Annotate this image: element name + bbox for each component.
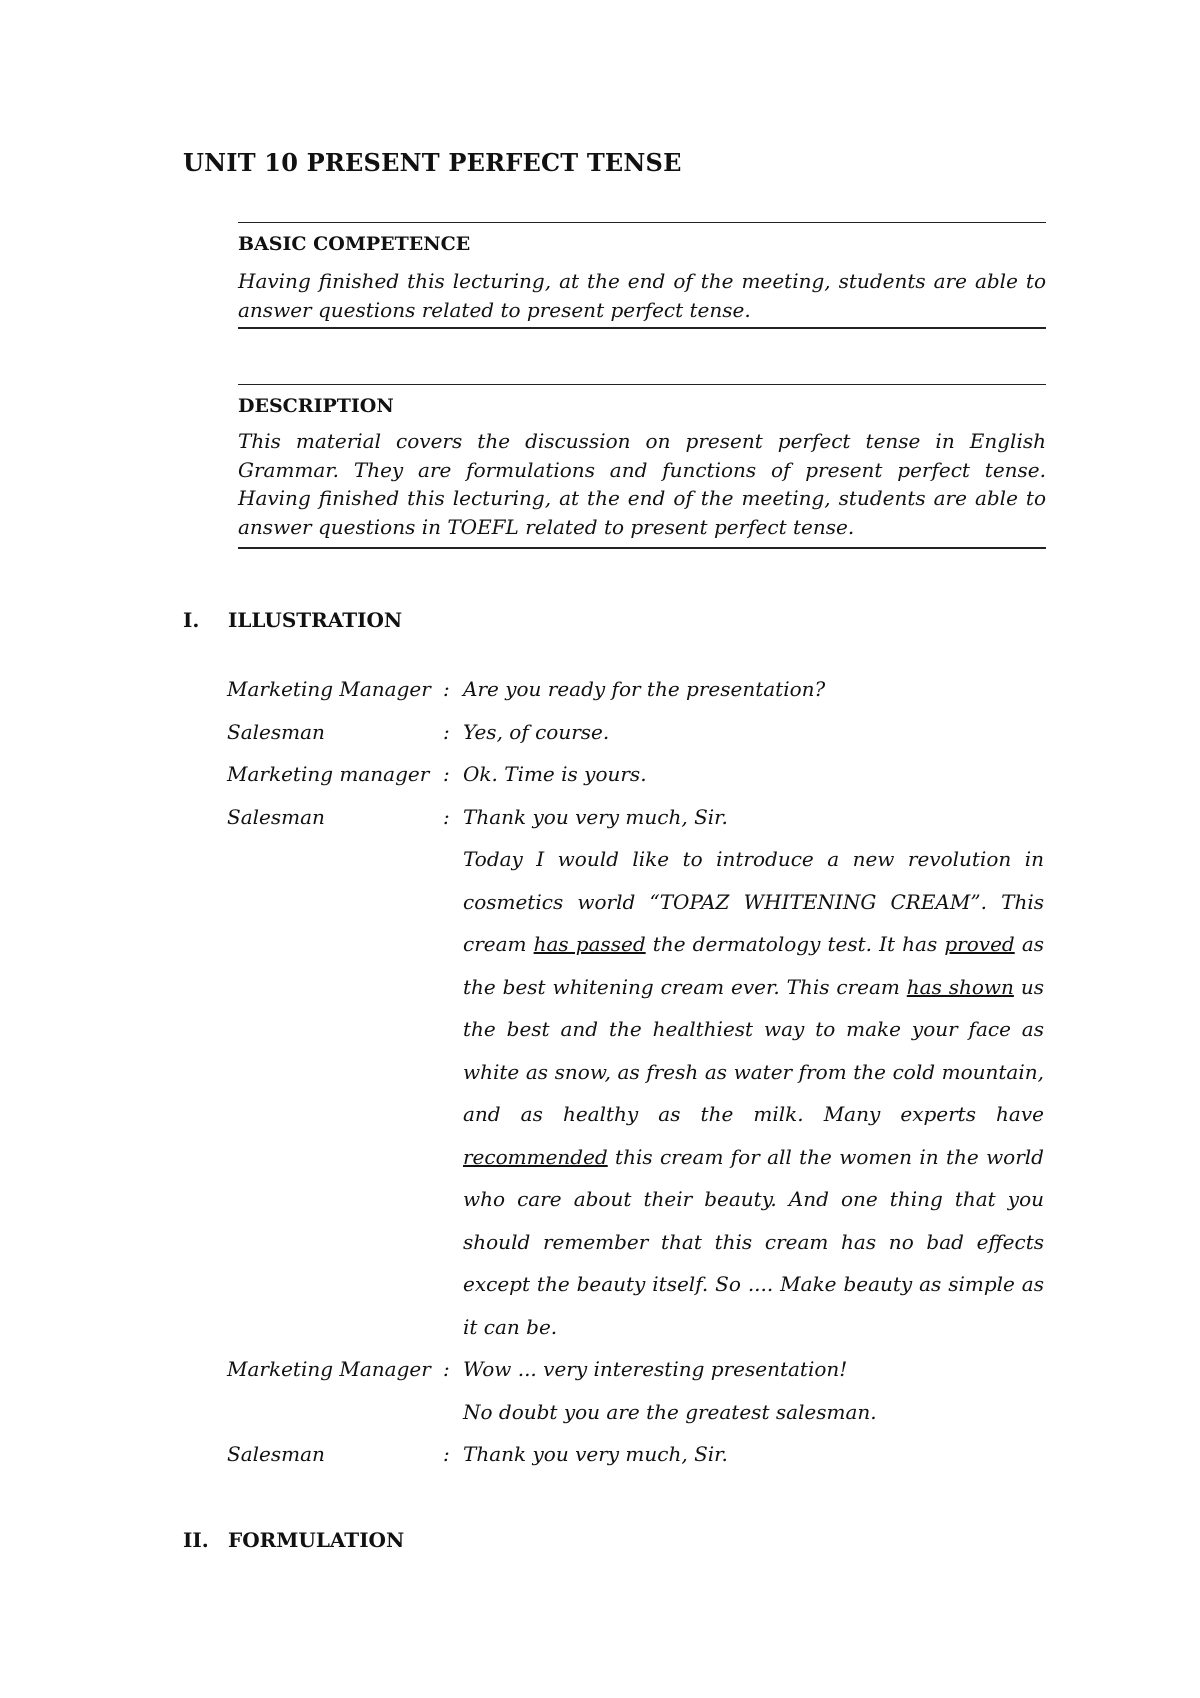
speaker-name: Salesman [227, 719, 325, 744]
section-number: I. [183, 608, 200, 632]
speech-line: Thank you very much, Sir. [463, 1442, 728, 1466]
speech [463, 1433, 1044, 1476]
speaker-name: Salesman [227, 804, 325, 829]
basic-competence-box [238, 222, 1046, 329]
section-heading-formulation [183, 1528, 404, 1552]
description-text: This material covers the discussion on present perfect tense in English Grammar. They are formulations and functions of present perfect tense. Having finished this lecturing, at the end of the meeting, students are able to answer questions in TOEFL related to present perfect tense. [238, 429, 1046, 539]
separator: : [443, 1357, 450, 1381]
presentation-text: the dermatology test. It has [645, 932, 945, 956]
underlined-verb: recommended [463, 1144, 608, 1169]
speech-line: Ok. Time is yours. [463, 762, 647, 786]
speech-line: Are you ready for the presentation? [463, 677, 826, 701]
description-box [238, 384, 1046, 549]
dialogue [227, 668, 1047, 1476]
underlined-verb: has shown [906, 974, 1014, 999]
section-number: II. [183, 1528, 209, 1552]
speaker-name: Salesman [227, 1442, 325, 1466]
speaker-name: Marketing manager [227, 762, 430, 786]
unit-title: UNIT 10 PRESENT PERFECT TENSE [183, 148, 682, 177]
separator: : [443, 677, 450, 701]
dialogue-turn [227, 668, 1047, 711]
separator: : [443, 804, 450, 829]
section-title: FORMULATION [228, 1528, 405, 1552]
presentation-text: this cream for all the women in the world who care about their beauty. And one thing that you should remember that this cream has no bad effects except the beauty itself. So .... Make beauty as simple as it can be. [463, 1144, 1044, 1339]
underlined-verb: has passed [533, 932, 646, 956]
speech [463, 1348, 1044, 1433]
underlined-verb: proved [944, 932, 1015, 956]
speech [463, 796, 1044, 1349]
section-heading-illustration [183, 608, 402, 632]
speech [463, 668, 1044, 711]
separator: : [443, 719, 450, 744]
dialogue-turn [227, 753, 1047, 796]
presentation-text: as the best whitening cream ever. This cream [463, 932, 1045, 999]
speech [463, 753, 1044, 796]
presentation-text: us the best and the healthiest way to make your face as white as snow, as fresh as water from the cold mountain, and as healthy as the milk. Many experts have [463, 974, 1044, 1126]
speaker-name: Marketing Manager [227, 1357, 431, 1381]
speech-line: Thank you very much, Sir. [463, 804, 728, 829]
presentation-paragraph [463, 838, 1044, 1348]
presentation-text: Today I would like to introduce a new revolution in cosmetics world “TOPAZ WHITENING CREAM”. This cream [463, 847, 1044, 956]
speech-line: Wow ... very interesting presentation! [463, 1357, 848, 1381]
speech-line: No doubt you are the greatest salesman. [463, 1399, 877, 1424]
speaker-name: Marketing Manager [227, 677, 431, 701]
dialogue-turn [227, 1433, 1047, 1476]
separator: : [443, 1442, 450, 1466]
dialogue-turn [227, 796, 1047, 1349]
section-title: ILLUSTRATION [228, 608, 403, 632]
speech [463, 711, 1044, 754]
basic-competence-heading: BASIC COMPETENCE [238, 233, 471, 255]
dialogue-turn [227, 1348, 1047, 1433]
basic-competence-text: Having finished this lecturing, at the end of the meeting, students are able to answer questions related to present perfect tense. [238, 269, 1046, 322]
dialogue-turn [227, 711, 1047, 754]
separator: : [443, 762, 450, 786]
speech-line: Yes, of course. [463, 719, 610, 744]
description-heading: DESCRIPTION [238, 395, 394, 417]
